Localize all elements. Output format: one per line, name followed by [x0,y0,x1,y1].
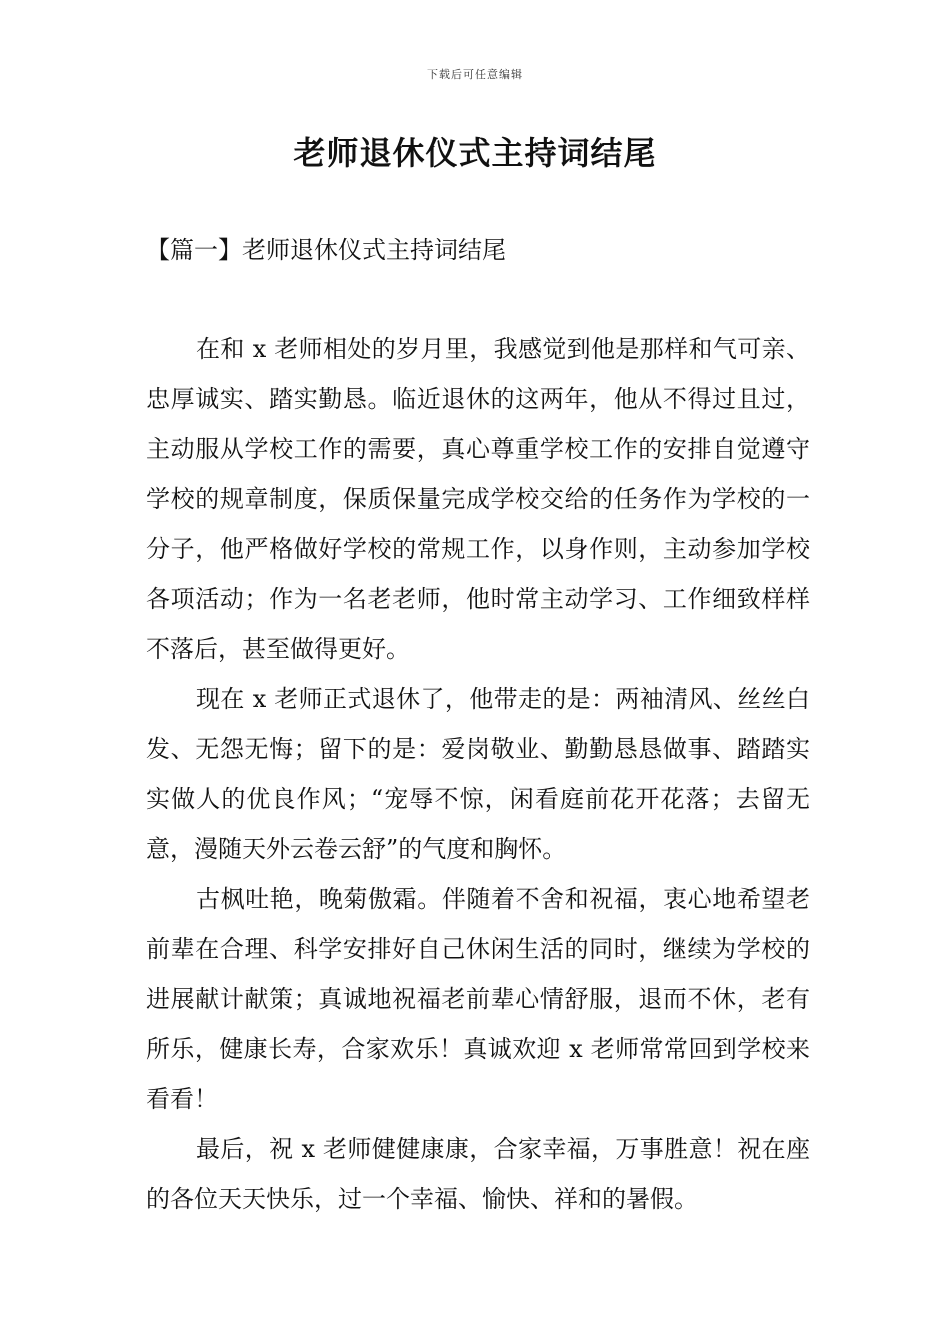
paragraph-1: 在和 x 老师相处的岁月里，我感觉到他是那样和气可亲、忠厚诚实、踏实勤恳。临近退休的这两年，他从不得过且过，主动服从学校工作的需要，真心尊重学校工作的安排自觉遵守学校的规章制度，保质保量完成学校交给的任务作为学校的一分子，他严格做好学校的常规工作，以身作则，主动参加学校各项活动；作为一名老老师，他时常主动学习、工作细致样样不落后，甚至做得更好。 [146,335,810,663]
paragraph-2: 现在 x 老师正式退休了，他带走的是：两袖清风、丝丝白发、无怨无悔；留下的是：爱岗敬业、勤勤恳恳做事、踏踏实实做人的优良作风；“宠辱不惊，闲看庭前花开花落；去留无意，漫随天外云卷云舒”的气度和胸怀。 [146,685,810,863]
paragraph-4: 最后，祝 x 老师健健康康，合家幸福，万事胜意！祝在座的各位天天快乐，过一个幸福、愉快、祥和的暑假。 [146,1135,810,1213]
section-heading: 【篇一】老师退休仪式主持词结尾 [146,236,506,264]
page-header-note: 下载后可任意编辑 [427,68,523,81]
paragraph-3: 古枫吐艳，晚菊傲霜。伴随着不舍和祝福，衷心地希望老前辈在合理、科学安排好自己休闲生活的同时，继续为学校的进展献计献策；真诚地祝福老前辈心情舒服，退而不休，老有所乐，健康长寿，合家欢乐！真诚欢迎 x 老师常常回到学校来看看！ [146,885,810,1113]
document-title: 老师退休仪式主持词结尾 [293,134,657,172]
document-body [146,324,810,1224]
